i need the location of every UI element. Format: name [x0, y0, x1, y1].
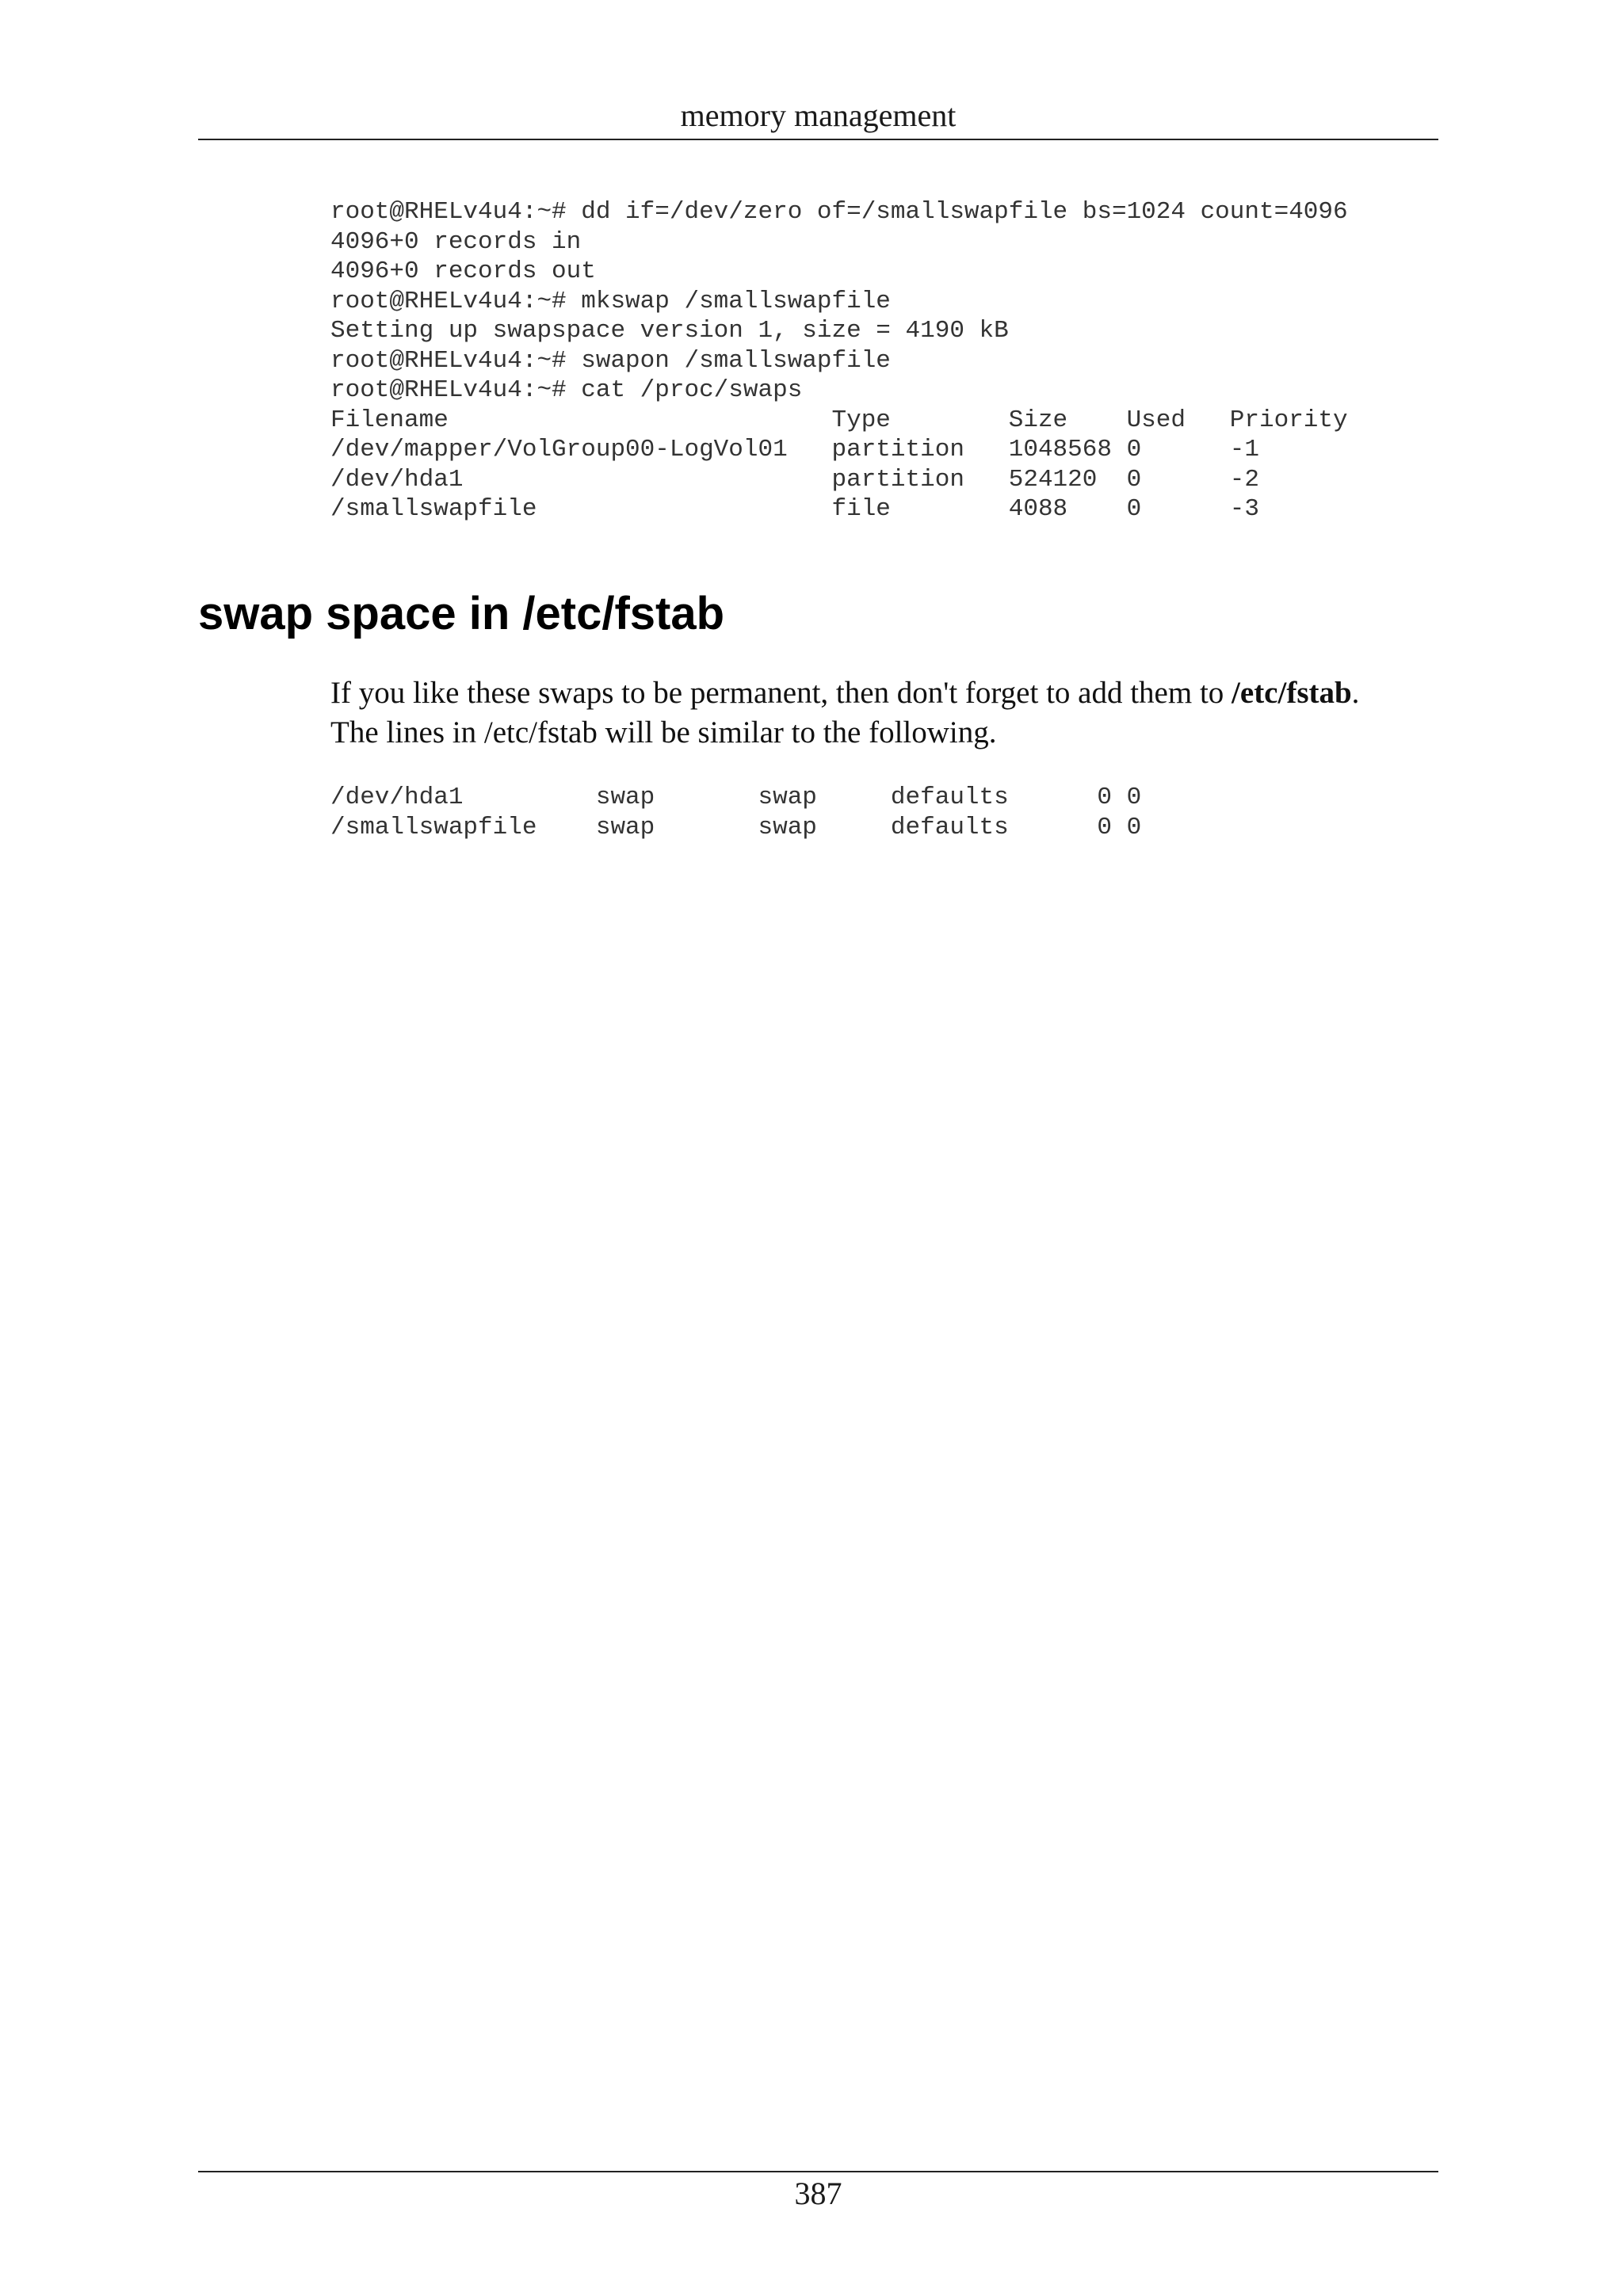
paragraph-bold-path: /etc/fstab	[1232, 676, 1352, 710]
code-line: /dev/mapper/VolGroup00-LogVol01 partition 1048568 0 -1	[330, 436, 1259, 463]
section-title: swap space in /etc/fstab	[198, 588, 725, 639]
paragraph-line	[330, 673, 1456, 713]
code-line: /smallswapfile file 4088 0 -3	[330, 495, 1259, 523]
body-paragraph	[330, 673, 1456, 753]
code-line: 4096+0 records out	[330, 257, 596, 285]
code-line: /smallswapfile swap swap defaults 0 0	[330, 813, 1142, 841]
fstab-example-block	[330, 783, 1141, 842]
terminal-output-block	[330, 197, 1348, 524]
header-rule	[198, 139, 1438, 140]
code-line: /dev/hda1 swap swap defaults 0 0	[330, 784, 1142, 811]
code-line: 4096+0 records in	[330, 227, 582, 256]
page-number: 387	[794, 2176, 842, 2211]
code-line: root@RHELv4u4:~# mkswap /smallswapfile	[330, 287, 891, 315]
code-line: /dev/hda1 partition 524120 0 -2	[330, 465, 1259, 494]
code-line: Setting up swapspace version 1, size = 4190 kB	[330, 317, 1009, 345]
paragraph-line: The lines in /etc/fstab will be similar to the following.	[330, 715, 997, 749]
code-line: root@RHELv4u4:~# cat /proc/swaps	[330, 376, 803, 404]
running-header: memory management	[680, 97, 957, 133]
paragraph-text: If you like these swaps to be permanent, then don't forget to add them to	[330, 676, 1232, 710]
code-line: root@RHELv4u4:~# dd if=/dev/zero of=/smallswapfile bs=1024 count=4096	[330, 198, 1348, 226]
code-line: root@RHELv4u4:~# swapon /smallswapfile	[330, 346, 891, 375]
code-line: Filename Type Size Used Priority	[330, 406, 1348, 434]
paragraph-period: .	[1351, 676, 1360, 710]
